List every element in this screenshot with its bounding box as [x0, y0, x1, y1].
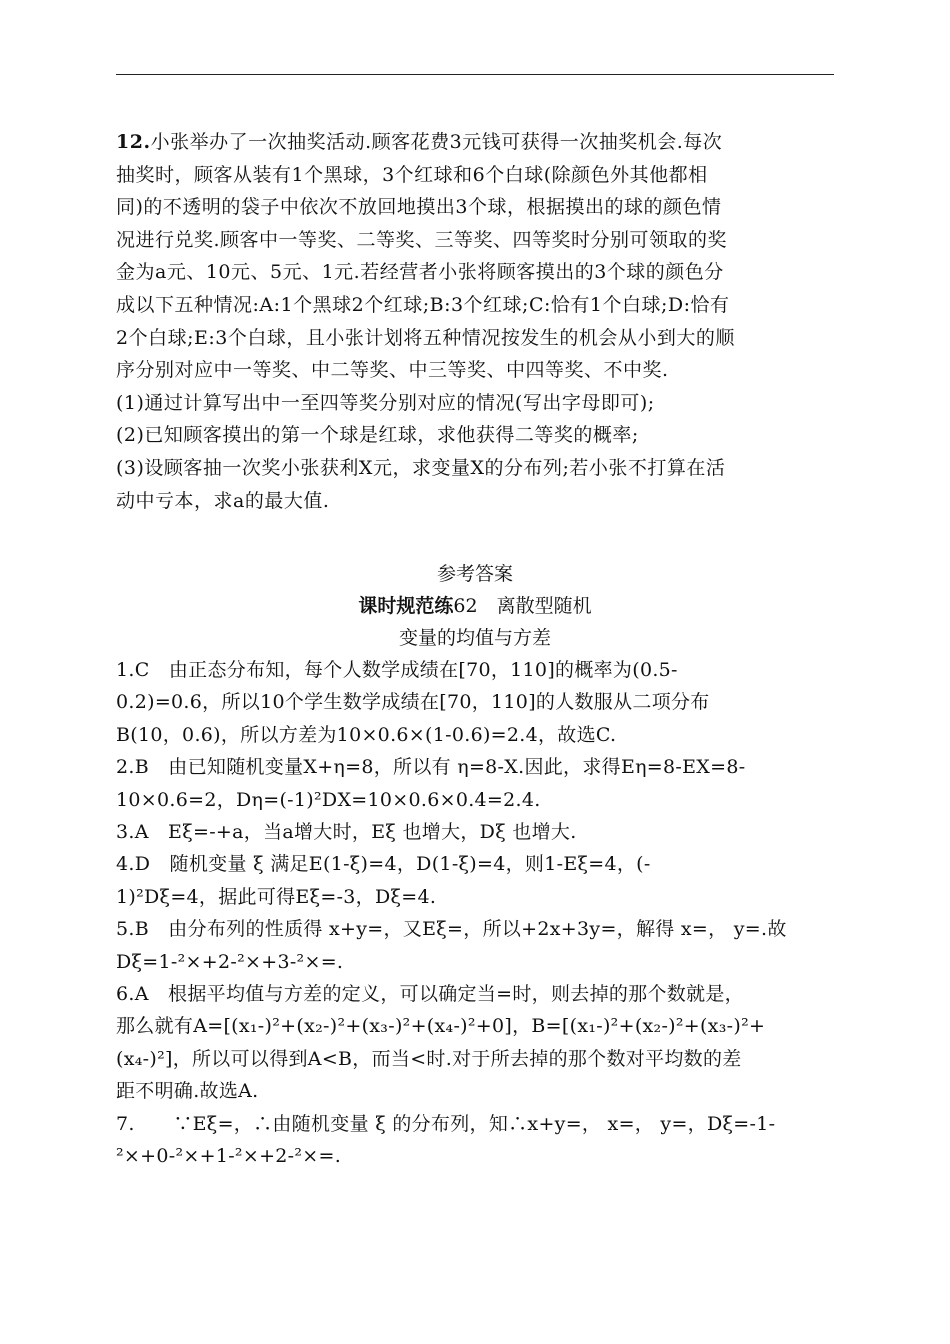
- answer-line: (x₄-)²]，所以可以得到A<B，而当<时.对于所去掉的那个数对平均数的差: [116, 1047, 742, 1070]
- answer-section: [116, 558, 834, 1173]
- problem-line: 抽奖时，顾客从装有1个黑球，3个红球和6个白球(除颜色外其他都相: [116, 163, 708, 186]
- problem-line: 12.小张举办了一次抽奖活动.顾客花费3元钱可获得一次抽奖机会.每次: [116, 131, 723, 153]
- answer-line: 7. ∵Eξ=，∴由随机变量 ξ 的分布列，知∴x+y=， x=， y=，Dξ=-1-: [116, 1112, 776, 1135]
- answer-line: 5.B 由分布列的性质得 x+y=，又Eξ=，所以+2x+3y=，解得 x=， y=.故: [116, 918, 787, 941]
- answer-line: 10×0.6=2，Dη=(-1)²DX=10×0.6×0.4=2.4.: [116, 788, 541, 811]
- problem-line: 成以下五种情况:A:1个黑球2个红球;B:3个红球;C:恰有1个白球;D:恰有: [116, 293, 730, 316]
- problem-line: 同)的不透明的袋子中依次不放回地摸出3个球，根据摸出的球的颜色情: [116, 196, 722, 219]
- answer-line: 4.D 随机变量 ξ 满足E(1-ξ)=4，D(1-ξ)=4，则1-Eξ=4，(-: [116, 853, 651, 876]
- problem-line: 况进行兑奖.顾客中一等奖、二等奖、三等奖、四等奖时分别可领取的奖: [116, 228, 728, 251]
- problem-line: 金为a元、10元、5元、1元.若经营者小张将顾客摸出的3个球的颜色分: [116, 261, 724, 284]
- problem-subquestion-3: (3)设顾客抽一次奖小张获利X元，求变量X的分布列;若小张不打算在活: [116, 456, 726, 479]
- header-rule: [116, 74, 834, 75]
- answer-line: Dξ=1-²×+2-²×+3-²×=.: [116, 950, 344, 973]
- answer-line: ²×+0-²×+1-²×+2-²×=.: [116, 1145, 342, 1168]
- answer-line: 0.2)=0.6，所以10个学生数学成绩在[70，110]的人数服从二项分布: [116, 691, 710, 714]
- problem-line: 2个白球;E:3个白球，且小张计划将五种情况按发生的机会从小到大的顺: [116, 326, 735, 349]
- answer-line: 距不明确.故选A.: [116, 1080, 259, 1103]
- problem-subquestion-2: (2)已知顾客摸出的第一个球是红球，求他获得二等奖的概率;: [116, 424, 639, 447]
- problem-line: 动中亏本，求a的最大值.: [116, 489, 330, 512]
- section-title-bold: 课时规范练: [358, 595, 454, 617]
- problem-number: 12.: [116, 131, 151, 153]
- section-title-rest: 62 离散型随机: [453, 595, 592, 617]
- answer-line: 1.C 由正态分布知，每个人数学成绩在[70，110]的概率为(0.5-: [116, 659, 678, 681]
- section-title: [116, 590, 834, 622]
- answer-line: 那么就有A=[(x₁-)²+(x₂-)²+(x₃-)²+(x₄-)²+0]，B=[(x₁-)²+(x₂-)²+(x₃-)²+: [116, 1015, 766, 1038]
- problem-subquestion-1: (1)通过计算写出中一至四等奖分别对应的情况(写出字母即可);: [116, 391, 655, 414]
- problem-line: 序分别对应中一等奖、中二等奖、中三等奖、中四等奖、不中奖.: [116, 359, 669, 382]
- answer-line: 6.A 根据平均值与方差的定义，可以确定当=时，则去掉的那个数就是，: [116, 983, 744, 1006]
- answer-line: B(10，0.6)，所以方差为10×0.6×(1-0.6)=2.4，故选C.: [116, 723, 617, 746]
- answer-line: 2.B 由已知随机变量X+η=8，所以有 η=8-X.因此，求得Eη=8-EX=8-: [116, 756, 746, 779]
- answer-line: 1)²Dξ=4，据此可得Eξ=-3，Dξ=4.: [116, 885, 437, 908]
- section-title-line2: 变量的均值与方差: [398, 627, 551, 649]
- answers-heading: 参考答案: [436, 563, 513, 585]
- answer-line: 3.A Eξ=-+a，当a增大时，Eξ 也增大，Dξ 也增大.: [116, 821, 577, 844]
- problem-12: [116, 126, 834, 517]
